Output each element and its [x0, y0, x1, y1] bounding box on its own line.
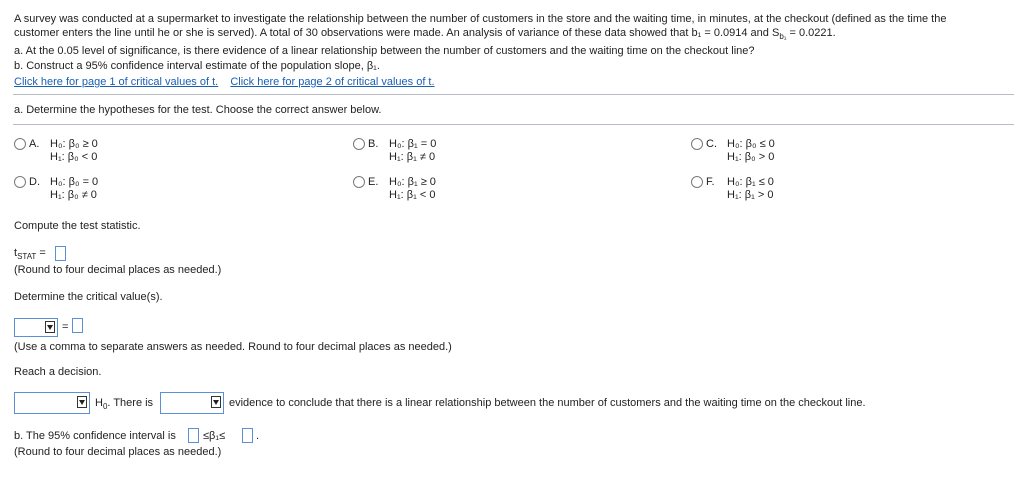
radio-a[interactable] [14, 138, 26, 150]
option-e[interactable] [353, 176, 553, 204]
critical-sign-select[interactable] [14, 318, 58, 337]
option-a[interactable] [14, 138, 214, 166]
problem-line-2-end: = 0.0221. [786, 27, 836, 39]
problem-line-2-text: customer enters the line until he or she is served). A total of 30 observations were made. An analysis of variance of these data showed that b₁ = 0.0914 and S [14, 27, 780, 39]
option-b-h1: H₁: β₁ ≠ 0 [389, 151, 436, 163]
chevron-down-icon[interactable] [45, 321, 55, 333]
decision-prompt: Reach a decision. [14, 366, 102, 378]
option-c-h0: H₀: β₀ ≤ 0 [727, 138, 775, 150]
critical-values-page2-link[interactable]: Click here for page 2 of critical values of t. [230, 76, 435, 88]
section-divider-top [13, 94, 1014, 95]
ci-upper-input[interactable] [242, 428, 253, 443]
radio-d[interactable] [14, 176, 26, 188]
option-d-h0: H₀: β₀ = 0 [50, 176, 99, 188]
option-c-h1: H₁: β₀ > 0 [727, 151, 775, 163]
sb1-subscript: b₁ [779, 32, 787, 42]
critical-values-links [14, 76, 435, 88]
critical-note: (Use a comma to separate answers as needed. Round to four decimal places as needed.) [14, 341, 452, 353]
option-a-h1: H₁: β₀ < 0 [50, 151, 98, 163]
option-f-h0: H₀: β₁ ≤ 0 [727, 176, 774, 188]
chevron-down-icon[interactable] [77, 396, 87, 408]
option-f[interactable] [691, 176, 891, 204]
option-a-h0: H₀: β₀ ≥ 0 [50, 138, 98, 150]
question-b: b. Construct a 95% confidence interval estimate of the population slope, β₁. [14, 60, 380, 72]
radio-c[interactable] [691, 138, 703, 150]
tstat-sub: STAT [17, 252, 37, 262]
decision-h: H [95, 397, 103, 409]
tstat-input[interactable] [55, 246, 66, 261]
radio-f[interactable] [691, 176, 703, 188]
ci-end: . [256, 430, 260, 442]
decision-there-is: . There is [107, 397, 154, 409]
tstat-label [14, 247, 46, 261]
decision-reject-select[interactable] [14, 392, 90, 414]
tstat-round-note: (Round to four decimal places as needed.) [14, 264, 222, 276]
option-c-letter: C. [706, 138, 717, 150]
option-f-letter: F. [706, 176, 715, 188]
critical-value-input[interactable] [72, 318, 83, 333]
ci-round-note: (Round to four decimal places as needed.) [14, 446, 222, 458]
compute-prompt: Compute the test statistic. [14, 220, 141, 232]
chevron-down-icon[interactable] [211, 396, 221, 408]
ci-lower-input[interactable] [188, 428, 199, 443]
tstat-eq: = [36, 247, 46, 259]
option-d[interactable] [14, 176, 214, 204]
decision-tail-text: evidence to conclude that there is a linear relationship between the number of customers and the waiting time on the checkout line. [229, 397, 866, 409]
option-e-letter: E. [368, 176, 379, 188]
option-d-letter: D. [29, 176, 40, 188]
critical-prompt: Determine the critical value(s). [14, 291, 163, 303]
problem-line-2 [14, 27, 836, 41]
option-d-h1: H₁: β₀ ≠ 0 [50, 189, 97, 201]
radio-b[interactable] [353, 138, 365, 150]
option-b-letter: B. [368, 138, 379, 150]
part-b-prompt: b. The 95% confidence interval is [14, 430, 176, 442]
decision-h0-text [95, 397, 153, 411]
decision-h-sub: 0 [102, 402, 108, 412]
problem-line-1: A survey was conducted at a supermarket to investigate the relationship between the number of customers in the store and the waiting time, in minutes, at the checkout (defined as the time the [14, 13, 947, 25]
decision-evidence-select[interactable] [160, 392, 224, 414]
option-c[interactable] [691, 138, 891, 166]
section-divider-options [13, 124, 1014, 125]
critical-values-page1-link[interactable]: Click here for page 1 of critical values of t. [14, 76, 219, 88]
critical-eq: = [62, 321, 69, 333]
option-f-h1: H₁: β₁ > 0 [727, 189, 774, 201]
ci-mid: ≤β₁≤ [203, 430, 226, 442]
option-e-h0: H₀: β₁ ≥ 0 [389, 176, 436, 188]
option-b-h0: H₀: β₁ = 0 [389, 138, 437, 150]
option-e-h1: H₁: β₁ < 0 [389, 189, 436, 201]
tstat-t: t [14, 247, 18, 259]
radio-e[interactable] [353, 176, 365, 188]
option-b[interactable] [353, 138, 553, 166]
part-a-prompt: a. Determine the hypotheses for the test. Choose the correct answer below. [14, 104, 382, 116]
question-a: a. At the 0.05 level of significance, is there evidence of a linear relationship between the number of customers and the waiting time on the checkout line? [14, 45, 755, 57]
option-a-letter: A. [29, 138, 40, 150]
